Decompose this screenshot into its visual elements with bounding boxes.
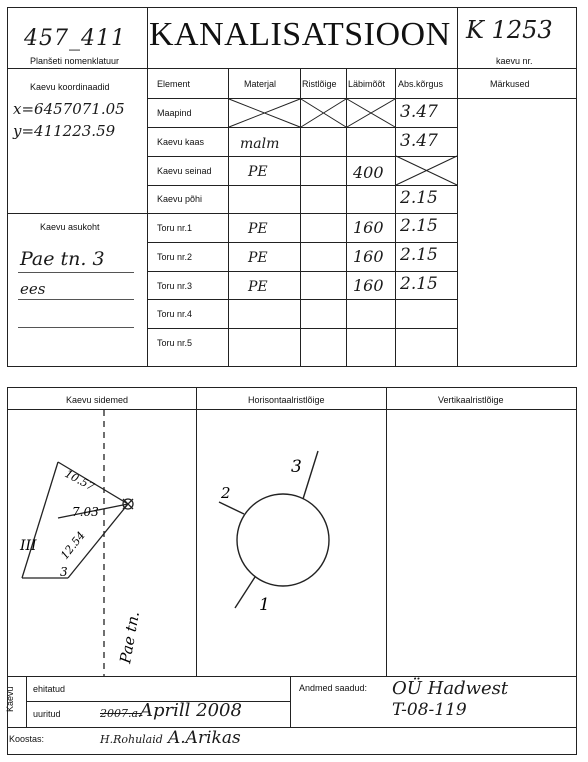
- cell-diameter: 160: [353, 218, 384, 237]
- row-label: Toru nr.2: [157, 252, 193, 262]
- data-from-label: Andmed saadud:: [299, 683, 368, 693]
- row-label: Kaevu kaas: [157, 137, 205, 147]
- col-header-diameter: Läbimõõt: [348, 79, 386, 89]
- pipe-number: 2: [221, 484, 231, 502]
- row-label: Maapind: [157, 108, 192, 118]
- sheet-label: Planšeti nomenklatuur: [30, 56, 120, 66]
- well-ties-sketch: [8, 410, 196, 676]
- compiled-label: Koostas:: [9, 734, 45, 744]
- well-label: kaevu nr.: [496, 56, 533, 66]
- pipe-number: 3: [291, 457, 302, 477]
- col-header-section: Ristlõige: [302, 79, 337, 89]
- row-label: Toru nr.3: [157, 281, 193, 291]
- cell-material: PE: [248, 164, 268, 180]
- built-label: ehitatud: [33, 684, 66, 694]
- location-line1: Pae tn. 3: [20, 248, 105, 270]
- cell-material: PE: [248, 250, 268, 266]
- side-label: Kaevu: [5, 686, 15, 712]
- col-header-element: Element: [157, 79, 191, 89]
- col-header-material: Materjal: [244, 79, 277, 89]
- tie-distance: 10.57: [62, 467, 97, 494]
- col-header-height: Abs.kõrgus: [398, 79, 444, 89]
- sheet-number: 457_411: [24, 26, 126, 51]
- cell-diameter: 400: [353, 163, 384, 182]
- tie-distance: 7.03: [72, 505, 99, 519]
- col-header-notes: Märkused: [490, 79, 530, 89]
- cell-height: 2.15: [400, 188, 438, 208]
- row-label: Kaevu põhi: [157, 194, 203, 204]
- corner-label: 3: [60, 565, 68, 579]
- page-title: KANALISATSIOON: [149, 16, 451, 53]
- data-from-line1: OÜ Hadwest: [392, 678, 509, 699]
- cell-height: 2.15: [400, 245, 438, 265]
- cell-height: 3.47: [400, 102, 438, 122]
- row-label: Toru nr.4: [157, 309, 193, 319]
- well-id: K 1253: [466, 16, 553, 44]
- cell-material: malm: [240, 136, 280, 152]
- cell-diameter: 160: [353, 247, 384, 266]
- cell-height: 3.47: [400, 131, 438, 151]
- coords-label: Kaevu koordinaadid: [30, 82, 110, 92]
- coord-x: x=6457071.05: [13, 100, 125, 118]
- surveyed-value: Aprill 2008: [140, 700, 242, 721]
- cell-material: PE: [248, 221, 268, 237]
- cell-diameter: 160: [353, 276, 384, 295]
- compiled-hand: A.Arikas: [168, 728, 241, 748]
- tie-distance: 12.54: [58, 529, 88, 562]
- horizontal-section: [197, 410, 386, 676]
- row-label: Kaevu seinad: [157, 166, 212, 176]
- crossed-cells: [0, 0, 588, 370]
- coord-y: y=411223.59: [13, 122, 116, 140]
- col-title-sidemed: Kaevu sidemed: [66, 395, 129, 405]
- cell-height: 2.15: [400, 216, 438, 236]
- cell-material: PE: [248, 279, 268, 295]
- surveyed-label: uuritud: [33, 709, 61, 719]
- location-label: Kaevu asukoht: [40, 222, 100, 232]
- surveyed-struck: 2007.a.: [100, 707, 142, 720]
- compiled-print: H.Rohulaid: [100, 733, 163, 746]
- data-from-line2: T-08-119: [392, 700, 467, 720]
- col-title-vertical: Vertikaalristlõige: [438, 395, 504, 405]
- building-label: III: [20, 538, 37, 554]
- location-line2: ees: [20, 280, 46, 298]
- street-label: Pae tn.: [116, 609, 144, 665]
- pipe-number: 1: [259, 595, 270, 615]
- row-label: Toru nr.1: [157, 223, 193, 233]
- cell-height: 2.15: [400, 274, 438, 294]
- row-label: Toru nr.5: [157, 338, 193, 348]
- col-title-horizontal: Horisontaalristlõige: [248, 395, 325, 405]
